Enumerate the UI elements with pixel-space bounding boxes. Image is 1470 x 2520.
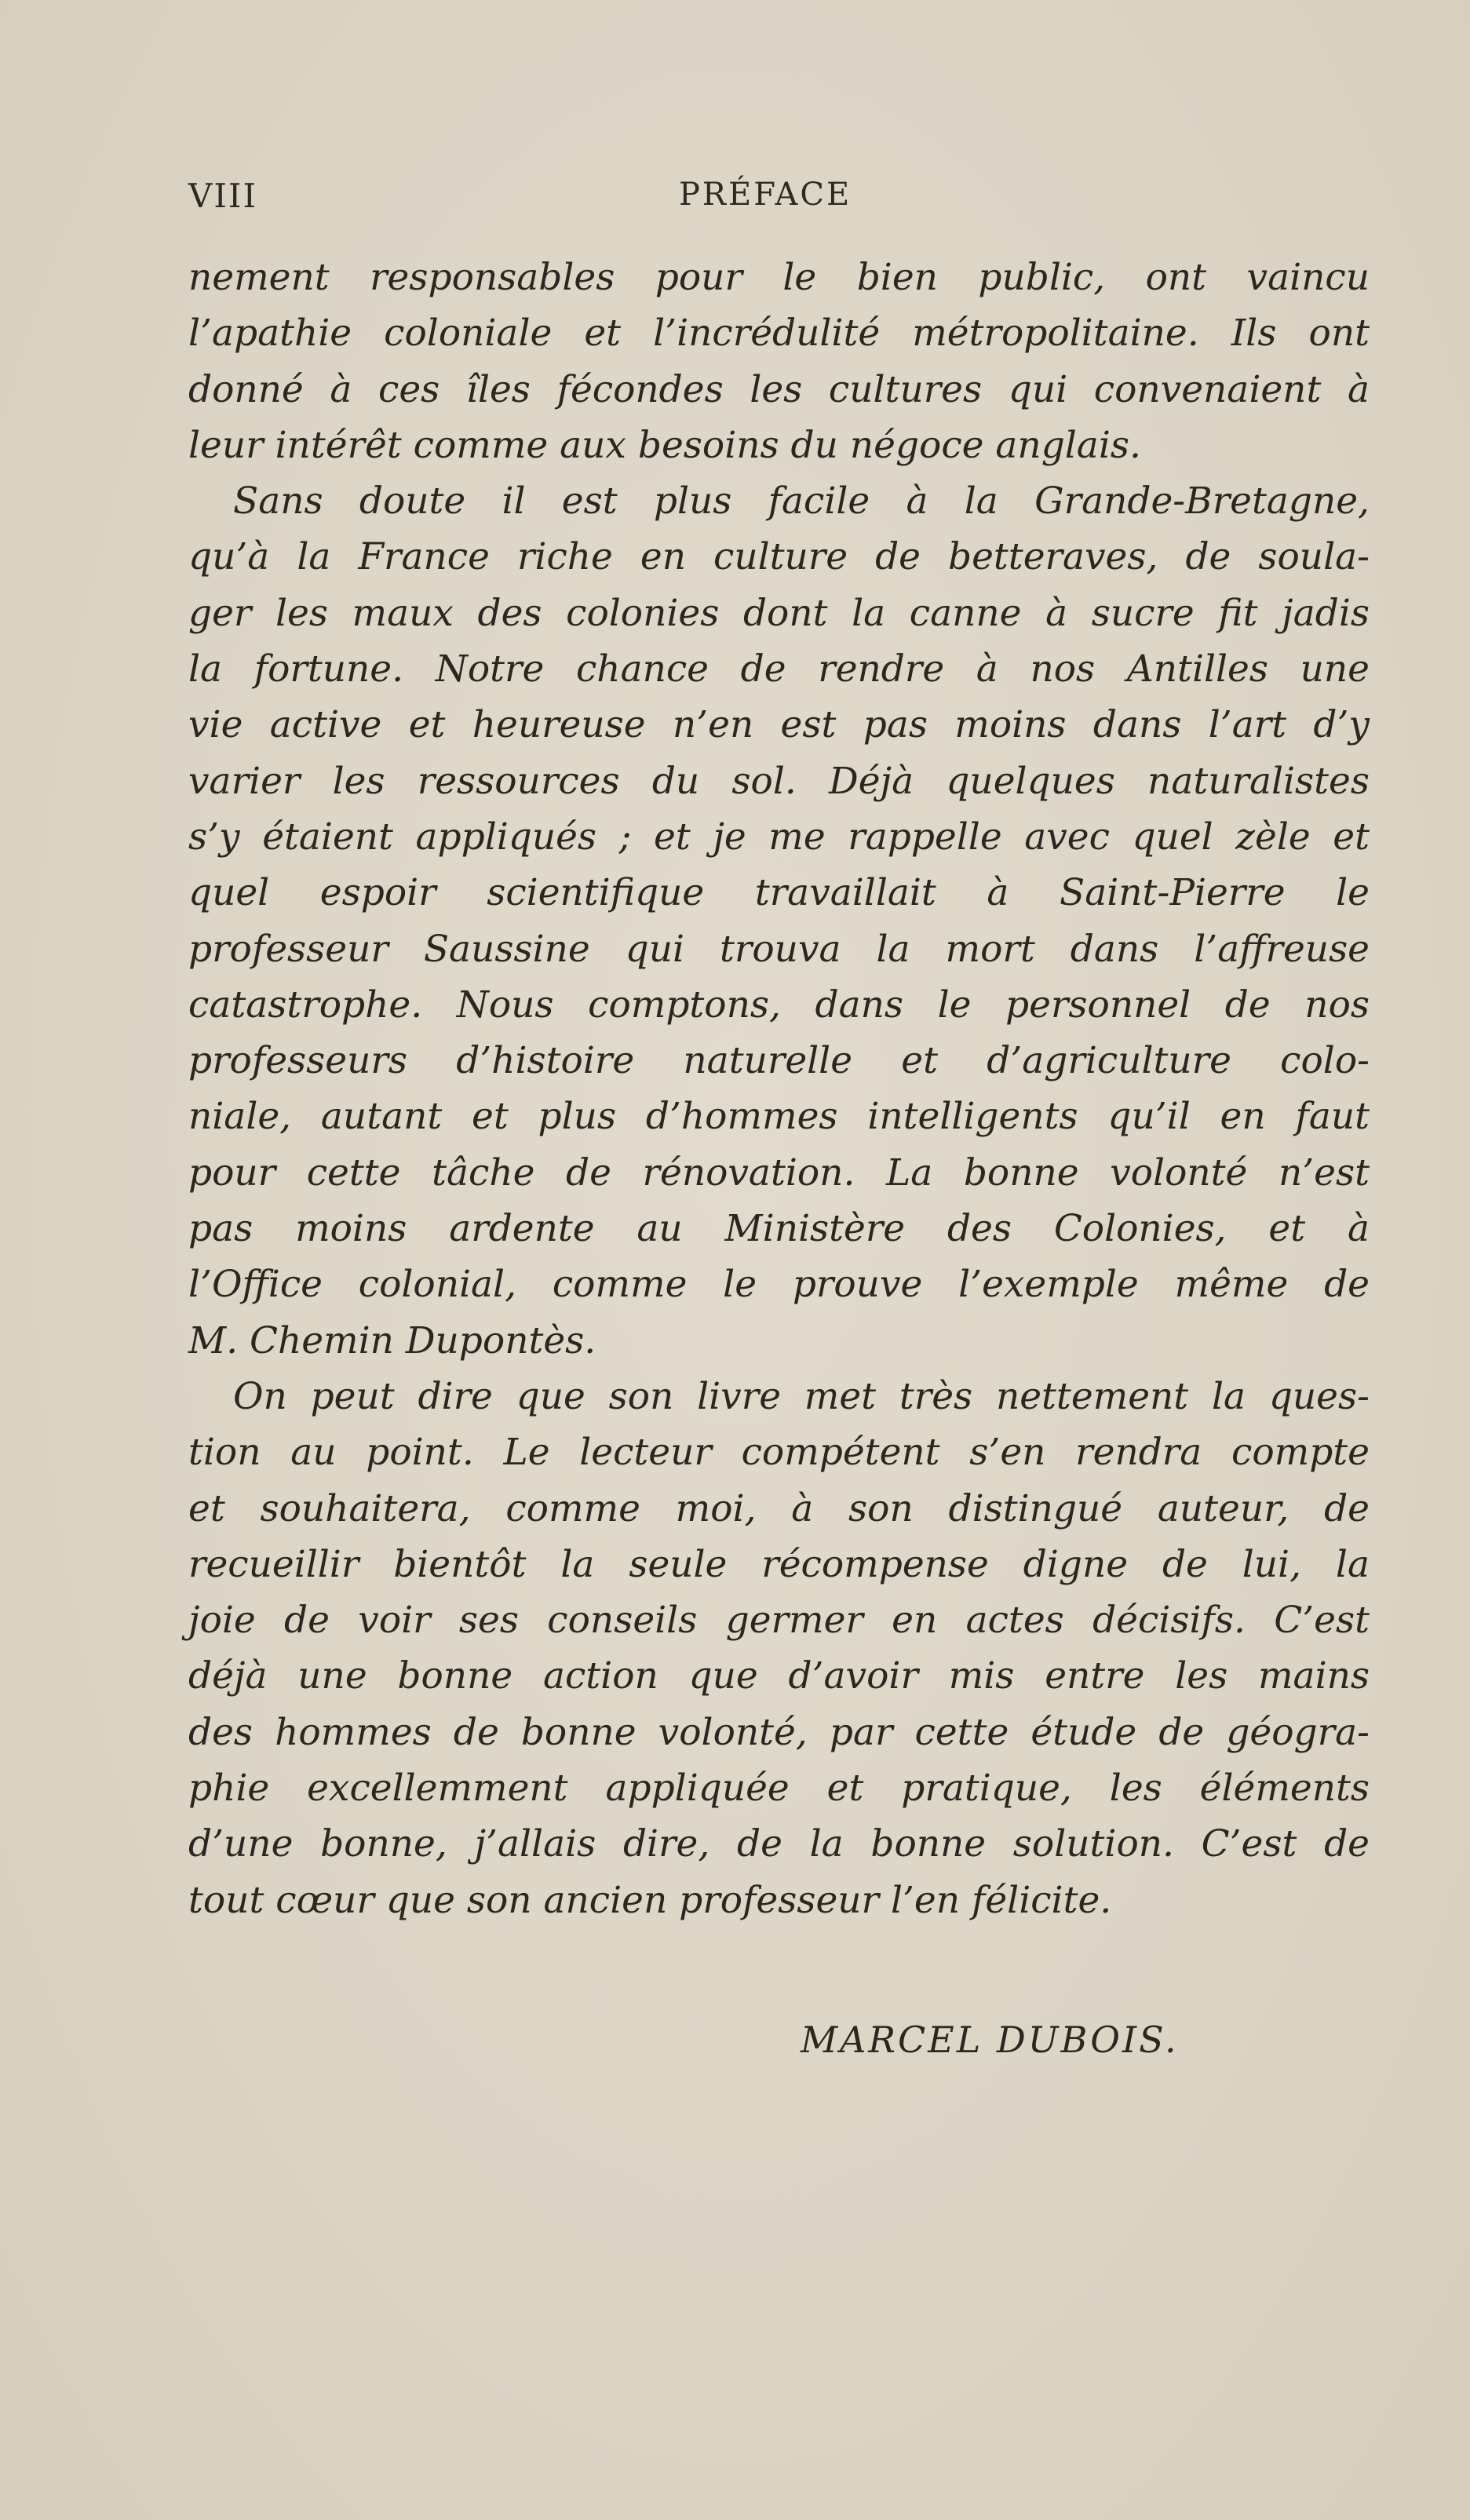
page-header: [188, 177, 1370, 224]
author-signature: MARCEL DUBOIS.: [801, 2019, 1179, 2061]
text-line: On peut dire que son livre met très nettement la ques-: [233, 1374, 1370, 1418]
text-line: quel espoir scientifique travaillait à Saint-Pierre le: [188, 871, 1370, 915]
text-line: qu’à la France riche en culture de betteraves, de soula-: [188, 535, 1370, 579]
text-line: s’y étaient appliqués ; et je me rappelle avec quel zèle et: [188, 815, 1370, 859]
text-line: tout cœur que son ancien professeur l’en félicite.: [188, 1878, 1112, 1922]
text-line: ger les maux des colonies dont la canne à sucre fit jadis: [188, 591, 1370, 635]
text-line: nement responsables pour le bien public, ont vaincu: [188, 256, 1370, 299]
running-title: PRÉFACE: [679, 177, 852, 213]
text-line: vie active et heureuse n’en est pas moins dans l’art d’y: [188, 703, 1370, 747]
text-line: Sans doute il est plus facile à la Grande-Bretagne,: [233, 480, 1370, 523]
text-line: pas moins ardente au Ministère des Colonies, et à: [188, 1207, 1370, 1251]
text-line: varier les ressources du sol. Déjà quelques naturalistes: [188, 759, 1370, 803]
text-line: l’apathie coloniale et l’incrédulité métropolitaine. Ils ont: [188, 312, 1370, 356]
text-line: joie de voir ses conseils germer en actes décisifs. C’est: [188, 1599, 1370, 1643]
text-line: l’Office colonial, comme le prouve l’exemple même de: [188, 1263, 1370, 1307]
text-line: pour cette tâche de rénovation. La bonne volonté n’est: [188, 1151, 1370, 1194]
body-text: [188, 250, 1370, 1928]
text-line: catastrophe. Nous comptons, dans le personnel de nos: [188, 983, 1370, 1027]
text-line: et souhaitera, comme moi, à son distingué auteur, de: [188, 1486, 1370, 1530]
text-line: professeur Saussine qui trouva la mort dans l’affreuse: [188, 927, 1370, 971]
text-line: leur intérêt comme aux besoins du négoce anglais.: [188, 423, 1141, 467]
text-line: M. Chemin Dupontès.: [188, 1318, 596, 1362]
text-line: donné à ces îles fécondes les cultures qui convenaient à: [188, 367, 1370, 411]
text-line: niale, autant et plus d’hommes intelligents qu’il en faut: [188, 1095, 1370, 1139]
text-line: professeurs d’histoire naturelle et d’agriculture colo-: [188, 1039, 1370, 1083]
text-line: phie excellemment appliquée et pratique, les éléments: [188, 1767, 1370, 1811]
text-line: recueillir bientôt la seule récompense digne de lui, la: [188, 1542, 1370, 1586]
text-line: déjà une bonne action que d’avoir mis entre les mains: [188, 1654, 1370, 1698]
text-line: des hommes de bonne volonté, par cette étude de géogra-: [188, 1710, 1370, 1754]
text-line: la fortune. Notre chance de rendre à nos Antilles une: [188, 647, 1370, 691]
page-number: VIII: [188, 177, 258, 215]
text-line: tion au point. Le lecteur compétent s’en rendra compte: [188, 1431, 1370, 1475]
text-line: d’une bonne, j’allais dire, de la bonne solution. C’est de: [188, 1822, 1370, 1866]
